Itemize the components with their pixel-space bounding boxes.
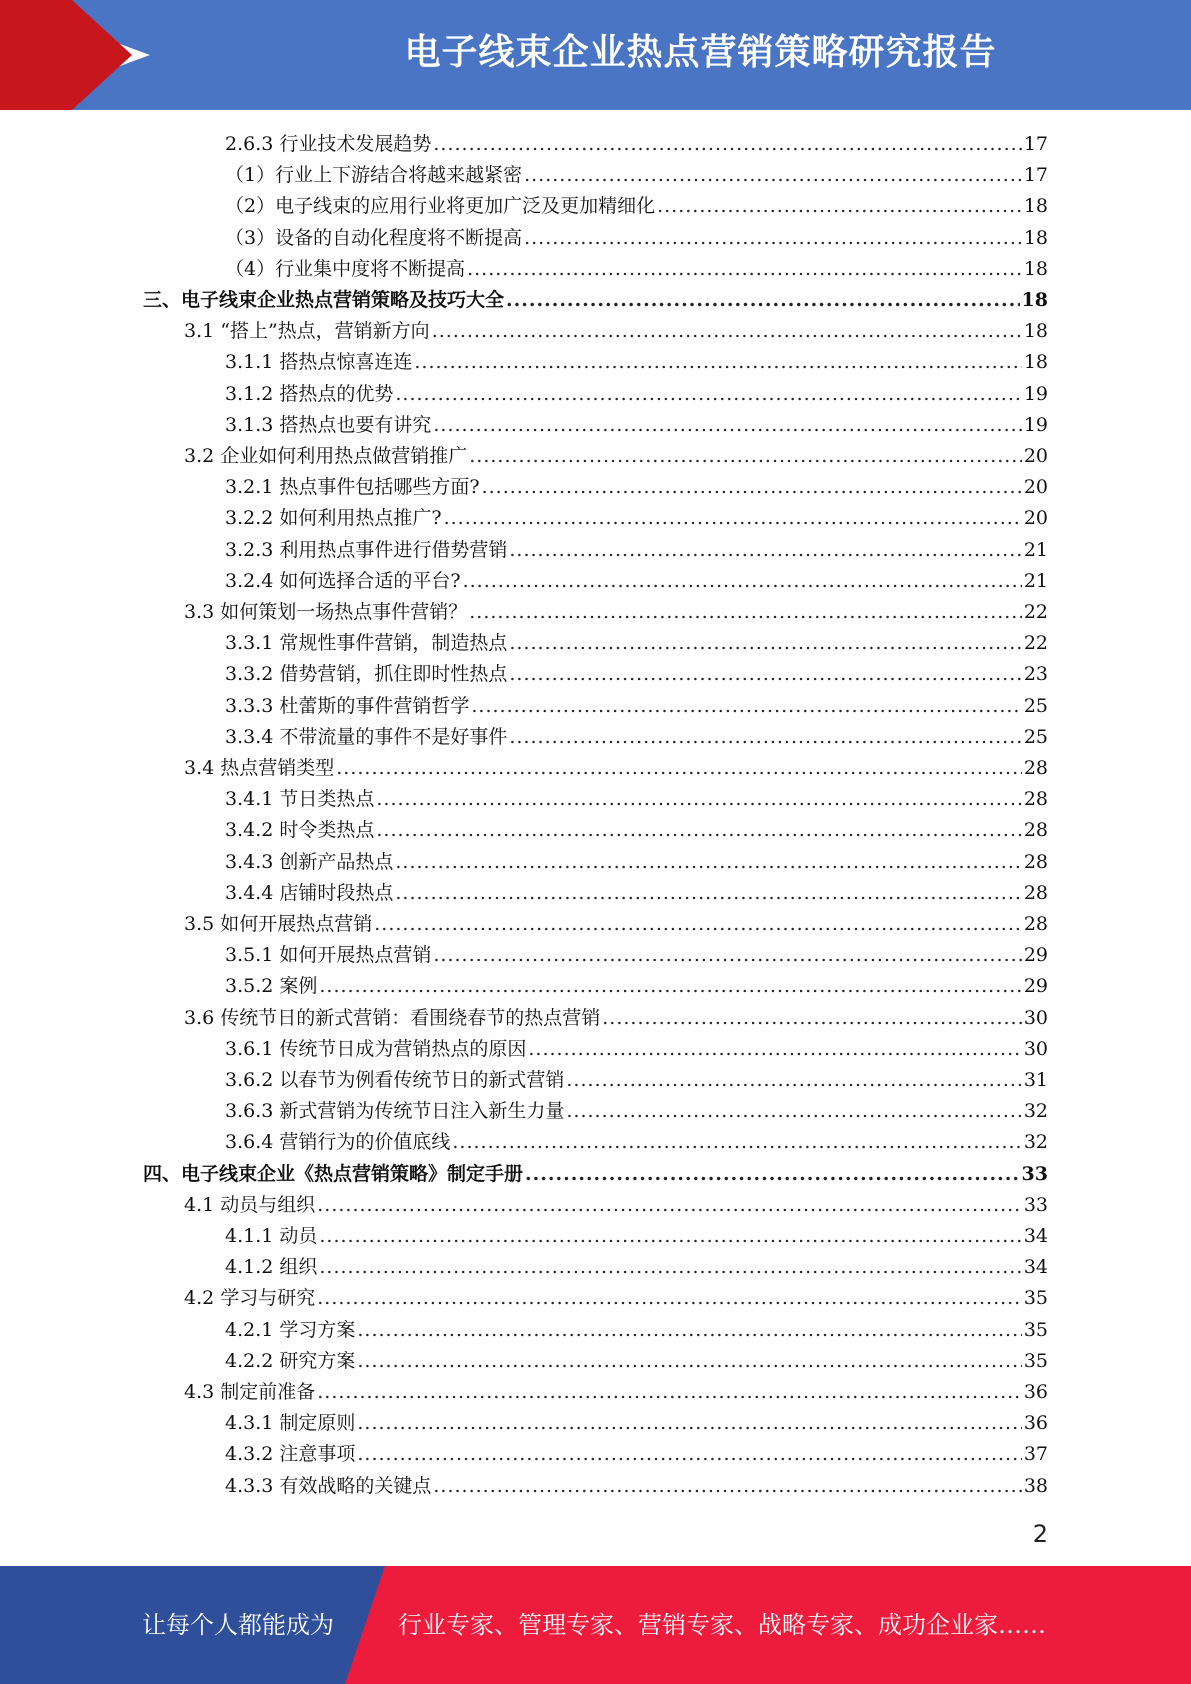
toc-dot-leader — [506, 289, 1020, 311]
toc-dot-leader — [433, 414, 1021, 436]
toc-dot-leader — [357, 1350, 1021, 1372]
toc-entry-label: 3.4.3 创新产品热点 — [225, 850, 394, 873]
toc-entry[interactable] — [225, 160, 1048, 191]
toc-entry[interactable] — [225, 535, 1048, 566]
toc-entry[interactable] — [143, 1159, 1048, 1190]
toc-entry-page: 35 — [1023, 1287, 1048, 1310]
toc-entry-page: 18 — [1021, 289, 1048, 311]
toc-entry[interactable] — [225, 784, 1048, 815]
toc-entry-page: 28 — [1023, 850, 1048, 873]
toc-entry-page: 28 — [1023, 757, 1048, 779]
toc-entry[interactable] — [184, 1190, 1048, 1221]
toc-entry-page: 18 — [1023, 195, 1048, 218]
toc-entry-page: 22 — [1023, 632, 1048, 655]
toc-entry-label: 3.6.3 新式营销为传统节日注入新生力量 — [225, 1100, 565, 1123]
footer-slogan-right: 行业专家、管理专家、营销专家、战略专家、成功企业家…… — [398, 1611, 1046, 1639]
toc-entry-label: 3.4.1 节日类热点 — [225, 788, 375, 811]
toc-entry-label: 3.5.1 如何开展热点营销 — [225, 944, 432, 967]
toc-entry[interactable] — [225, 1408, 1048, 1439]
toc-entry-page: 36 — [1023, 1381, 1048, 1403]
toc-entry[interactable] — [225, 472, 1048, 503]
toc-dot-leader — [433, 133, 1021, 155]
toc-entry[interactable] — [225, 1439, 1048, 1470]
toc-entry-page: 33 — [1023, 1193, 1048, 1216]
toc-dot-leader — [482, 476, 1022, 498]
toc-entry-page: 17 — [1023, 133, 1048, 155]
toc-dot-leader — [376, 788, 1021, 810]
toc-dot-leader — [524, 227, 1022, 249]
toc-entry-label: 4.3.3 有效战略的关键点 — [225, 1474, 432, 1497]
toc-entry[interactable] — [225, 129, 1048, 160]
toc-entry-page: 18 — [1023, 320, 1048, 343]
toc-entry-label: 3.4 热点营销类型 — [184, 757, 335, 779]
toc-entry[interactable] — [225, 347, 1048, 378]
toc-entry-label: 4.2.1 学习方案 — [225, 1318, 356, 1341]
toc-entry-page: 35 — [1023, 1349, 1048, 1372]
toc-entry-page: 29 — [1023, 944, 1048, 967]
toc-entry-label: 4.3 制定前准备 — [184, 1381, 316, 1403]
toc-entry-page: 22 — [1023, 601, 1048, 623]
toc-entry-label: 3.3 如何策划一场热点事件营销？ — [184, 601, 468, 623]
toc-entry-label: 4.1.2 组织 — [225, 1256, 318, 1279]
toc-entry-page: 33 — [1021, 1162, 1048, 1185]
toc-dot-leader — [566, 1100, 1021, 1122]
toc-entry[interactable] — [225, 815, 1048, 846]
footer-slogan-left: 让每个人都能成为 — [142, 1611, 334, 1639]
toc-entry[interactable] — [225, 722, 1048, 753]
toc-entry[interactable] — [184, 753, 1048, 784]
toc-entry-page: 21 — [1023, 569, 1048, 592]
toc-entry-label: 3.2.4 如何选择合适的平台? — [225, 569, 461, 592]
toc-entry-page: 30 — [1023, 1006, 1048, 1029]
toc-dot-leader — [528, 1038, 1021, 1060]
toc-dot-leader — [432, 320, 1022, 342]
toc-dot-leader — [566, 1069, 1021, 1091]
toc-entry-page: 28 — [1023, 788, 1048, 811]
toc-entry-page: 35 — [1023, 1318, 1048, 1341]
toc-entry-page: 25 — [1023, 725, 1048, 748]
toc-entry-page: 29 — [1023, 975, 1048, 998]
toc-entry[interactable] — [184, 1283, 1048, 1314]
toc-dot-leader — [444, 507, 1022, 529]
toc-dot-leader — [467, 258, 1022, 280]
toc-entry[interactable] — [225, 1221, 1048, 1252]
toc-entry-label: 3.5.2 案例 — [225, 975, 318, 998]
toc-entry-label: 3.3.2 借势营销，抓住即时性热点 — [225, 663, 508, 686]
toc-entry[interactable] — [225, 1252, 1048, 1283]
toc-dot-leader — [336, 757, 1022, 779]
toc-entry-page: 32 — [1023, 1131, 1048, 1154]
toc-entry-page: 23 — [1023, 663, 1048, 686]
toc-entry[interactable] — [225, 940, 1048, 971]
toc-entry-page: 17 — [1023, 164, 1048, 187]
toc-entry-label: 3.6.4 营销行为的价值底线 — [225, 1131, 451, 1154]
toc-entry[interactable] — [225, 1127, 1048, 1158]
toc-dot-leader — [319, 975, 1021, 997]
toc-entry-page: 31 — [1023, 1069, 1048, 1091]
toc-entry[interactable] — [225, 1065, 1048, 1096]
toc-dot-leader — [414, 351, 1021, 373]
toc-entry-page: 37 — [1023, 1443, 1048, 1466]
toc-entry-page: 18 — [1023, 351, 1048, 374]
toc-entry[interactable] — [225, 971, 1048, 1002]
toc-entry[interactable] — [225, 878, 1048, 909]
toc-entry[interactable] — [184, 1377, 1048, 1408]
toc-entry-label: 3.2.2 如何利用热点推广? — [225, 507, 442, 530]
toc-dot-leader — [317, 1381, 1022, 1403]
toc-dot-leader — [602, 1007, 1022, 1029]
toc-dot-leader — [319, 1256, 1021, 1278]
toc-entry-label: （4）行业集中度将不断提高 — [225, 257, 466, 280]
toc-entry-page: 28 — [1023, 819, 1048, 842]
page-footer — [0, 1566, 1191, 1684]
toc-dot-leader — [317, 1287, 1022, 1309]
toc-entry[interactable] — [225, 254, 1048, 285]
toc-entry-page: 21 — [1023, 538, 1048, 561]
toc-dot-leader — [317, 1194, 1022, 1216]
toc-entry-label: 4.2.2 研究方案 — [225, 1349, 356, 1372]
toc-entry-label: 3.6.1 传统节日成为营销热点的原因 — [225, 1037, 527, 1060]
toc-entry-label: 3.3.3 杜蕾斯的事件营销哲学 — [225, 694, 470, 717]
toc-dot-leader — [376, 819, 1021, 841]
toc-entry-page: 32 — [1023, 1100, 1048, 1123]
toc-entry[interactable] — [225, 847, 1048, 878]
toc-dot-leader — [374, 913, 1022, 935]
toc-dot-leader — [357, 1443, 1021, 1465]
toc-dot-leader — [357, 1412, 1021, 1434]
toc-dot-leader — [469, 445, 1022, 467]
toc-entry[interactable] — [225, 191, 1048, 222]
toc-entry-label: 2.6.3 行业技术发展趋势 — [225, 133, 432, 155]
toc-dot-leader — [509, 539, 1021, 561]
toc-entry-page: 18 — [1023, 226, 1048, 249]
toc-dot-leader — [509, 726, 1021, 748]
toc-dot-leader — [463, 570, 1022, 592]
toc-entry[interactable] — [225, 628, 1048, 659]
toc-entry-label: 4.1 动员与组织 — [184, 1193, 316, 1216]
toc-dot-leader — [433, 944, 1021, 966]
toc-dot-leader — [524, 164, 1022, 186]
toc-entry-page: 34 — [1023, 1256, 1048, 1279]
toc-entry-page: 28 — [1023, 881, 1048, 904]
toc-entry[interactable] — [225, 1096, 1048, 1127]
toc-entry-page: 19 — [1023, 413, 1048, 436]
toc-entry-page: 30 — [1023, 1037, 1048, 1060]
toc-dot-leader — [452, 1131, 1021, 1153]
toc-dot-leader — [657, 195, 1022, 217]
toc-entry-page: 34 — [1023, 1225, 1048, 1247]
toc-dot-leader — [395, 383, 1021, 405]
toc-entry-label: 3.6 传统节日的新式营销：看围绕春节的热点营销 — [184, 1006, 601, 1029]
toc-entry[interactable] — [225, 410, 1048, 441]
toc-entry-label: 4.1.1 动员 — [225, 1225, 318, 1247]
toc-entry-label: 3.3.1 常规性事件营销，制造热点 — [225, 632, 508, 655]
toc-entry[interactable] — [225, 223, 1048, 254]
toc-entry[interactable] — [184, 909, 1048, 940]
toc-entry[interactable] — [225, 1346, 1048, 1377]
toc-entry-label: 3.1.1 搭热点惊喜连连 — [225, 351, 413, 374]
toc-entry-page: 20 — [1023, 507, 1048, 530]
toc-entry-label: 3.3.4 不带流量的事件不是好事件 — [225, 725, 508, 748]
toc-entry[interactable] — [184, 597, 1048, 628]
toc-entry-label: 3.4.2 时令类热点 — [225, 819, 375, 842]
toc-entry-page: 20 — [1023, 476, 1048, 499]
toc-entry-label: 3.6.2 以春节为例看传统节日的新式营销 — [225, 1069, 565, 1091]
toc-entry[interactable] — [184, 1003, 1048, 1034]
toc-entry-label: 3.4.4 店铺时段热点 — [225, 881, 394, 904]
toc-entry[interactable] — [184, 316, 1048, 347]
toc-entry-label: 4.2 学习与研究 — [184, 1287, 316, 1310]
toc-entry-label: 3.2 企业如何利用热点做营销推广 — [184, 445, 468, 467]
toc-entry[interactable] — [225, 659, 1048, 690]
toc-entry-label: 三、电子线束企业热点营销策略及技巧大全 — [143, 289, 505, 311]
toc-entry-page: 25 — [1023, 694, 1048, 717]
toc-entry-label: 3.2.3 利用热点事件进行借势营销 — [225, 538, 508, 561]
toc-entry-label: 3.5 如何开展热点营销 — [184, 913, 373, 935]
toc-entry-label: 4.3.1 制定原则 — [225, 1412, 356, 1435]
toc-entry[interactable] — [143, 285, 1048, 316]
toc-dot-leader — [319, 1225, 1021, 1247]
toc-dot-leader — [395, 851, 1021, 873]
toc-entry-page: 28 — [1023, 913, 1048, 935]
toc-entry[interactable] — [225, 503, 1048, 534]
toc-dot-leader — [357, 1319, 1021, 1341]
toc-dot-leader — [509, 663, 1021, 685]
toc-entry-label: （1）行业上下游结合将越来越紧密 — [225, 164, 523, 187]
toc-dot-leader — [469, 601, 1022, 623]
toc-entry-label: 四、电子线束企业《热点营销策略》制定手册 — [143, 1162, 524, 1185]
toc-entry[interactable] — [184, 441, 1048, 472]
toc-entry[interactable] — [225, 566, 1048, 597]
report-title: 电子线束企业热点营销策略研究报告 — [404, 32, 997, 73]
toc-dot-leader — [525, 1163, 1020, 1185]
toc-entry-label: 4.3.2 注意事项 — [225, 1443, 356, 1466]
toc-entry[interactable] — [225, 1315, 1048, 1346]
toc-entry[interactable] — [225, 379, 1048, 410]
toc-entry-page: 18 — [1023, 257, 1048, 280]
toc-dot-leader — [509, 632, 1021, 654]
toc-entry-label: 3.1 “搭上”热点，营销新方向 — [184, 320, 430, 343]
page-header — [0, 0, 1191, 110]
toc-dot-leader — [471, 695, 1021, 717]
toc-entry-page: 20 — [1023, 445, 1048, 467]
page-number: 2 — [1032, 1520, 1048, 1548]
toc-dot-leader — [433, 1475, 1021, 1497]
toc-entry-label: （3）设备的自动化程度将不断提高 — [225, 226, 523, 249]
toc-entry-label: （2）电子线束的应用行业将更加广泛及更加精细化 — [225, 195, 656, 218]
toc-entry[interactable] — [225, 691, 1048, 722]
toc-entry[interactable] — [225, 1471, 1048, 1502]
toc-entry-label: 3.1.3 搭热点也要有讲究 — [225, 413, 432, 436]
toc-entry[interactable] — [225, 1034, 1048, 1065]
toc-entry-page: 19 — [1023, 382, 1048, 405]
toc-entry-label: 3.2.1 热点事件包括哪些方面? — [225, 476, 480, 499]
toc-dot-leader — [395, 882, 1021, 904]
toc-entry-label: 3.1.2 搭热点的优势 — [225, 382, 394, 405]
toc-entry-page: 36 — [1023, 1412, 1048, 1435]
toc-entry-page: 38 — [1023, 1474, 1048, 1497]
